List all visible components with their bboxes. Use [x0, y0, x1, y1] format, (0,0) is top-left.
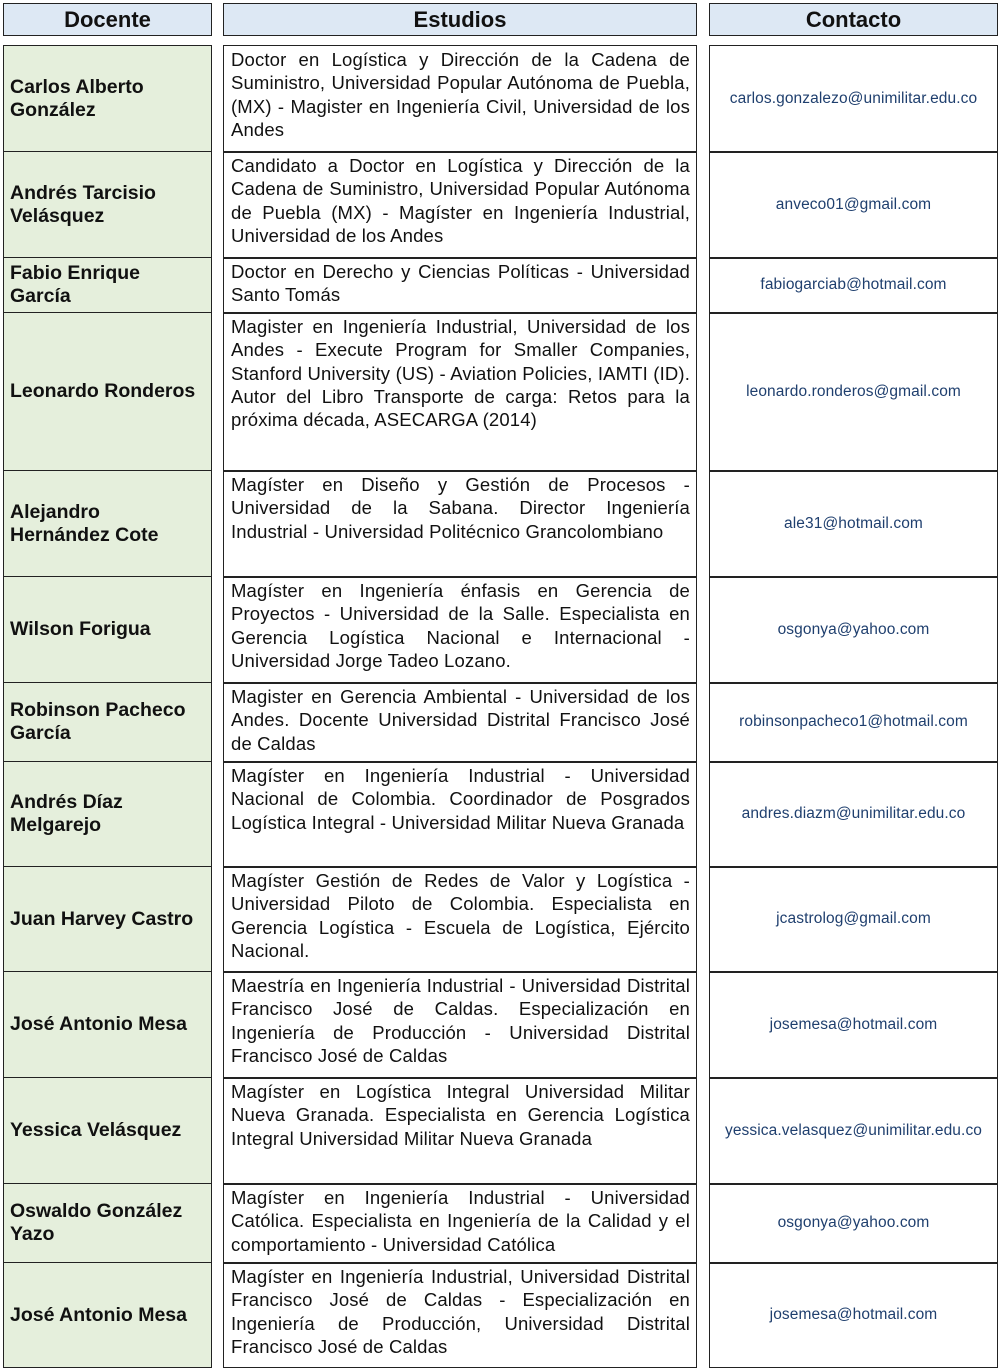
contact-email[interactable]: josemesa@hotmail.com: [709, 971, 998, 1079]
studies-text: Magíster en Diseño y Gestión de Procesos - Universidad de la Sabana. Director Ingeniería Industrial - Universidad Politécnico Grancolombiano: [223, 470, 697, 578]
contact-email[interactable]: osgonya@yahoo.com: [709, 1183, 998, 1264]
studies-text: Magíster Gestión de Redes de Valor y Logística - Universidad Piloto de Colombia. Especialista en Gerencia Logística - Escuela de Logística, Ejército Nacional.: [223, 866, 697, 973]
studies-text: Magister en Ingeniería Industrial, Universidad de los Andes - Execute Program for Smaller Companies, Stanford University (US) - Aviation Policies, IAMTI (ID). Autor del Libro Transporte de carga: Retos para la próxima década, ASECARGA (2014): [223, 312, 697, 472]
docente-name: Alejandro Hernández Cote: [3, 470, 212, 578]
contact-email[interactable]: yessica.velasquez@unimilitar.edu.co: [709, 1077, 998, 1185]
docente-name: Robinson Pacheco García: [3, 682, 212, 763]
contact-email[interactable]: robinsonpacheco1@hotmail.com: [709, 682, 998, 763]
docente-name: José Antonio Mesa: [3, 971, 212, 1079]
studies-text: Magíster en Ingeniería énfasis en Gerencia de Proyectos - Universidad de la Salle. Especialista en Gerencia Logística Nacional e Internacional - Universidad Jorge Tadeo Lozano.: [223, 576, 697, 684]
docente-name: José Antonio Mesa: [3, 1262, 212, 1368]
contact-email[interactable]: leonardo.ronderos@gmail.com: [709, 312, 998, 472]
header-contacto: Contacto: [709, 3, 998, 36]
studies-text: Magíster en Ingeniería Industrial - Universidad Católica. Especialista en Ingeniería de la Calidad y el comportamiento - Universidad Católica: [223, 1183, 697, 1264]
studies-text: Magíster en Logística Integral Universidad Militar Nueva Granada. Especialista en Gerencia Logística Integral Universidad Militar Nueva Granada: [223, 1077, 697, 1185]
docente-name: Andrés Tarcisio Velásquez: [3, 151, 212, 259]
contact-email[interactable]: jcastrolog@gmail.com: [709, 866, 998, 973]
docente-name: Wilson Forigua: [3, 576, 212, 684]
docente-name: Juan Harvey Castro: [3, 866, 212, 973]
studies-text: Magíster en Ingeniería Industrial, Universidad Distrital Francisco José de Caldas - Especialización en Ingeniería de Producción, Universidad Distrital Francisco José de Caldas: [223, 1262, 697, 1368]
contact-email[interactable]: andres.diazm@unimilitar.edu.co: [709, 761, 998, 868]
studies-text: Doctor en Derecho y Ciencias Políticas - Universidad Santo Tomás: [223, 257, 697, 314]
studies-text: Maestría en Ingeniería Industrial - Universidad Distrital Francisco José de Caldas. Especialización en Ingeniería de Producción - Universidad Distrital Francisco José de Caldas: [223, 971, 697, 1079]
docente-name: Andrés Díaz Melgarejo: [3, 761, 212, 868]
studies-text: Magister en Gerencia Ambiental - Universidad de los Andes. Docente Universidad Distrital Francisco José de Caldas: [223, 682, 697, 763]
docente-name: Oswaldo González Yazo: [3, 1183, 212, 1264]
contact-email[interactable]: ale31@hotmail.com: [709, 470, 998, 578]
header-docente: Docente: [3, 3, 212, 36]
contact-email[interactable]: osgonya@yahoo.com: [709, 576, 998, 684]
docente-name: Leonardo Ronderos: [3, 312, 212, 472]
contact-email[interactable]: fabiogarciab@hotmail.com: [709, 257, 998, 314]
contact-email[interactable]: carlos.gonzalezo@unimilitar.edu.co: [709, 45, 998, 153]
docente-name: Carlos Alberto González: [3, 45, 212, 153]
studies-text: Magíster en Ingeniería Industrial - Universidad Nacional de Colombia. Coordinador de Posgrados Logística Integral - Universidad Militar Nueva Granada: [223, 761, 697, 868]
studies-text: Doctor en Logística y Dirección de la Cadena de Suministro, Universidad Popular Autónoma de Puebla, (MX) - Magister en Ingeniería Civil, Universidad de los Andes: [223, 45, 697, 153]
contact-email[interactable]: josemesa@hotmail.com: [709, 1262, 998, 1368]
contact-email[interactable]: anveco01@gmail.com: [709, 151, 998, 259]
studies-text: Candidato a Doctor en Logística y Dirección de la Cadena de Suministro, Universidad Popular Autónoma de Puebla (MX) - Magíster en Ingeniería Industrial, Universidad de los Andes: [223, 151, 697, 259]
docente-name: Fabio Enrique García: [3, 257, 212, 314]
docente-name: Yessica Velásquez: [3, 1077, 212, 1185]
header-estudios: Estudios: [223, 3, 697, 36]
